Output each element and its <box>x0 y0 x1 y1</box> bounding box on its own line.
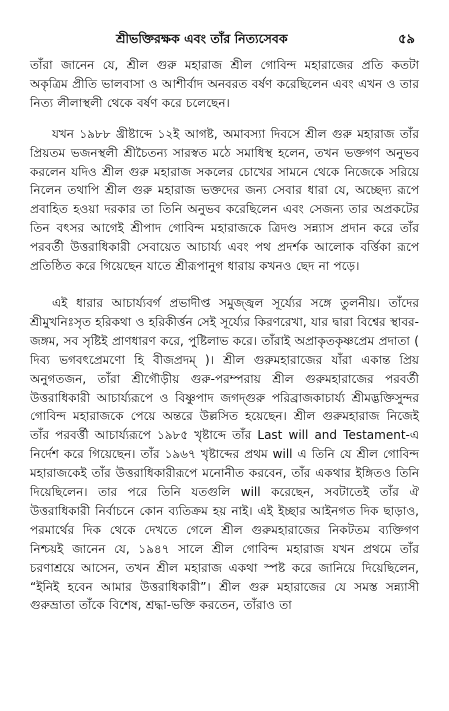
running-title: শ্রীভক্তিরক্ষক এবং তাঁর নিত্যসেবক <box>116 31 288 46</box>
paragraph-1: তাঁরা জানেন যে, শ্রীল গুরু মহারাজ শ্রীল গোবিন্দ মহারাজের প্রতি কতটা অকৃত্রিম প্রীতি ভালবাসা ও আশীর্বাদ অনবরত বর্ষণ করেছিলেন এবং এখন ও তার নিত্য লীলাস্থলী থেকে বর্ষণ করে চলেছেন। <box>30 58 419 110</box>
paragraph-3: এই ধারার আচার্য্যবর্গ প্রভাদীপ্ত সমুজ্জ্বল সূর্য্যের সঙ্গে তুলনীয়। তাঁদের শ্রীমুখনিঃসৃত হরিকথা ও হরিকীর্ত্তন সেই সূর্য্যের কিরণরেখা, যার দ্বারা বিশ্বের স্থাবর-জঙ্গম, সব সৃষ্টিই প্রাণধারণ করে, পুষ্টিলাভ করে। তাঁরাই অপ্রাকৃতকৃষ্ণপ্রেম প্রদাতা ( দিব্য ভগবৎপ্রেমণো হি বীজপ্রদম্ )। শ্রীল গুরুমহারাজের যাঁরা একান্ত প্রিয় অনুগতজন, তাঁরা শ্রীগৌড়ীয় গুরু-পরম্পরায় শ্রীল গুরুমহারাজের পরবর্তী উত্তরাধিকারী আচার্য্যরূপে ও বিষ্ণুপাদ জগদ্গুরু পরিব্রাজকাচার্য্য শ্রীমদ্ভক্তিসুন্দর গোবিন্দ মহারাজকে পেয়ে অন্তরে উল্লসিত হয়েছেন। শ্রীল গুরুমহারাজ নিজেই তাঁর পরবর্ত্তী আচার্য্যরূপে ১৯৮৫ খৃষ্টাব্দে তাঁর Last will and Testament-এ নির্দেশ করে গিয়েছেন। তাঁর ১৯৬৭ খৃষ্টাব্দের প্রথম will এ তিনি যে শ্রীল গোবিন্দ মহারাজকেই তাঁর উত্তরাধিকারীরূপে মনোনীত করবেন, তাঁর একথার ইঙ্গিতও তিনি দিয়েছিলেন। তার পরে তিনি যতগুলি will করেছেন, সবটাতেই তাঁর ঐ উত্তরাধিকারী নির্বাচনে কোন ব্যতিক্রম হয় নাই। এই ইচ্ছার আইনগত দিক ছাড়াও, পরমার্থের দিক থেকে দেখতে গেলে শ্রীল গুরুমহারাজের নিকটতম ব্যক্তিগণ নিশ্চয়ই জানেন যে, ১৯৪৭ সালে শ্রীল গোবিন্দ মহারাজ যখন প্রথমে তাঁর চরণাশ্রয়ে আসেন, তখন শ্রীল মহারাজ একথা স্পষ্ট করে জানিয়ে দিয়েছিলেন, “ইনিই হবেন আমার উত্তরাধিকারী”। শ্রীল গুরু মহারাজের যে সমস্ত সন্ন্যাসী গুরুভ্রাতা তাঁকে বিশেষ, শ্রদ্ধা-ভক্তি করতেন, তাঁরাও তা <box>30 295 419 613</box>
page-number: ৫৯ <box>398 32 415 47</box>
page-header <box>30 30 419 56</box>
paragraph-2: যখন ১৯৮৮ খ্রীষ্টাব্দে ১২ই আগষ্ট, অমাবস্যা দিবসে শ্রীল গুরু মহারাজ তাঁর প্রিয়তম ভজনস্থলী শ্রীচৈতন্য সারস্বত মঠে সমাধিস্থ হলেন, তখন ভক্তগণ অনুভব করলেন যদিও শ্রীল গুরু মহারাজ সকলের চোখের সামনে থেকে নিজেকে সরিয়ে নিলেন তথাপি শ্রীল গুরু মহারাজ ভক্তদের জন্য সেবার ধারা যে, অচ্ছেদ্য রূপে প্রবাহিত হওয়া দরকার তা তিনি অনুভব করেছিলেন এবং সেজন্য তার অপ্রকটের তিন বৎসর আগেই শ্রীপাদ গোবিন্দ মহারাজকে ত্রিদণ্ড সন্ন্যাস প্রদান করে তাঁর পরবর্তী উত্তরাধিকারী সেবায়েত আচার্য্য এবং পথ প্রদর্শক আলোক বর্ত্তিকা রূপে প্রতিষ্ঠিত করে গিয়েছেন যাতে শ্রীরূপানুগ ধারায় কখনও ছেদ না পড়ে। <box>30 126 419 274</box>
